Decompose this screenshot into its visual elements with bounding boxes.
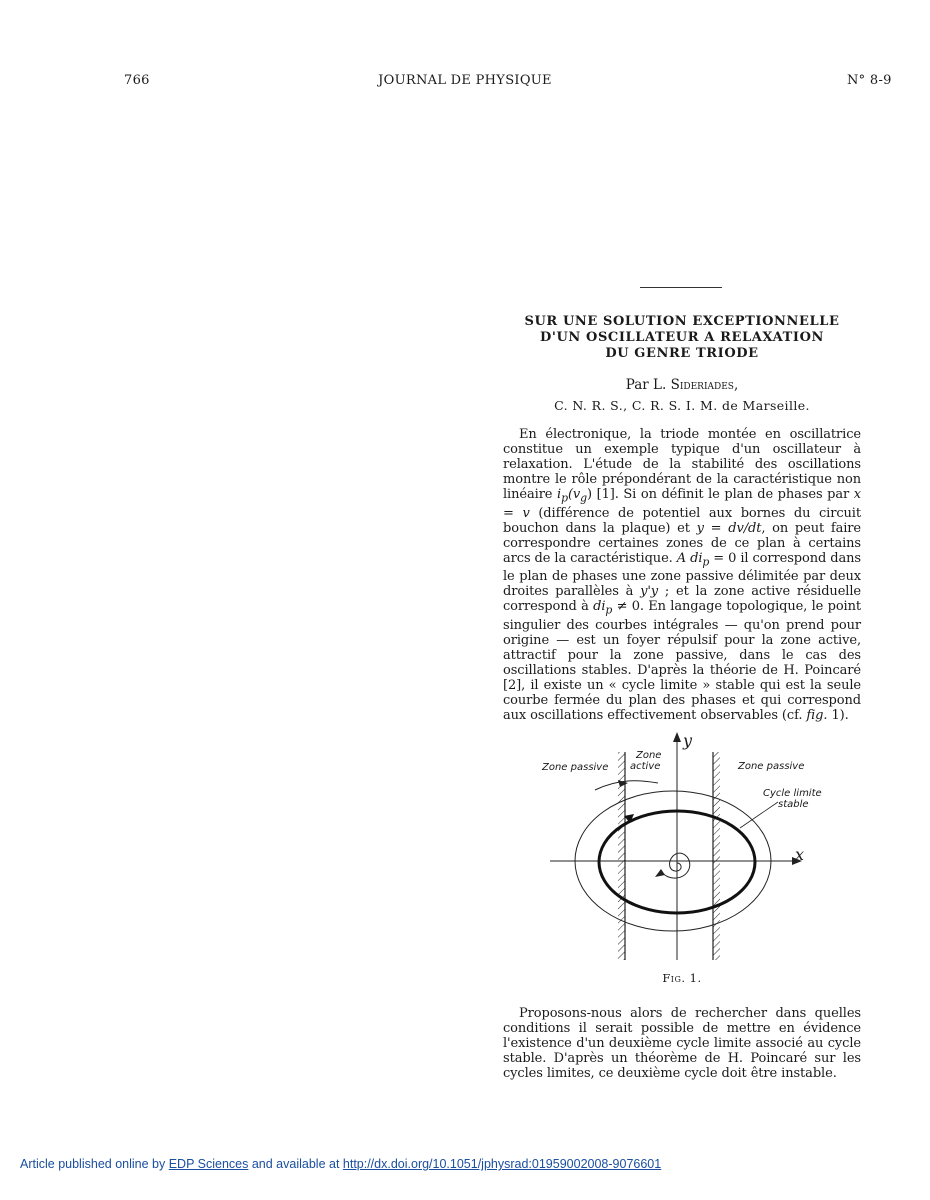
label-zone-passive-right: Zone passive — [738, 761, 805, 772]
right-zone-boundary — [713, 752, 720, 960]
edp-sciences-link[interactable]: EDP Sciences — [168, 1157, 249, 1171]
label-x-axis: x — [795, 845, 805, 864]
label-zone-active-2: active — [630, 761, 661, 772]
figure-caption: Fig. 1. — [662, 971, 702, 985]
doi-link[interactable]: http://dx.doi.org/10.1051/jphysrad:01959002008-9076601 — [342, 1157, 662, 1171]
author-prefix: Par L. — [625, 377, 671, 393]
label-zone-passive-left: Zone passive — [542, 762, 609, 773]
issue-number: N° 8-9 — [847, 73, 892, 88]
label-cycle-1: Cycle limite — [763, 788, 822, 799]
title-line-1: SUR UNE SOLUTION EXCEPTIONNELLE — [524, 314, 840, 329]
article-title — [503, 314, 861, 362]
label-zone-active-1: Zone — [636, 750, 662, 761]
page-number: 766 — [124, 73, 150, 88]
section-divider — [640, 287, 722, 288]
publication-footer: Article published online by EDP Sciences and available at http://dx.doi.org/10.1051/jphysrad:01959002008-9076601 — [20, 1157, 662, 1171]
paragraph-2: Proposons-nous alors de rechercher dans quelles conditions il serait possible de mettre en évidence l'existence d'un deuxième cycle limite associé au cycle stable. D'après un théorème de H. Poincaré sur les cycles limites, ce deuxième cycle doit être instable. — [503, 1006, 861, 1081]
affiliation: C. N. R. S., C. R. S. I. M. de Marseille. — [554, 398, 810, 413]
label-cycle-2: stable — [778, 799, 809, 810]
author-name: Sideriades, — [670, 377, 739, 393]
phase-plane-figure — [530, 728, 850, 968]
paragraph-1: En électronique, la triode montée en oscillatrice constitue un exemple typique d'un oscillateur à relaxation. L'étude de la stabilité des oscillations montre le rôle prépondérant de la caractéristique non linéaire $i_p(v_g)$ [1]. Si on définit le plan de phases par x = v (différence de potentiel aux bornes du circuit bouchon dans la plaque) et y = dv/dt, on peut faire correspondre certaines zones de ce plan à certains arcs de la caractéristique. A $di_p = 0$ il correspond dans le plan de phases une zone passive délimitée par deux droites parallèles à y'y ; et la zone active résiduelle correspond à $di_p \ne 0$. En langage topologique, le point singulier des courbes intégrales — qu'on prend pour origine — est un foyer répulsif pour la zone active, attractif pour la zone passive, dans le cas des oscillations stables. D'après la théorie de H. Poincaré [2], il existe un « cycle limite » stable qui est la seule courbe fermée du plan des phases et qui correspond aux oscillations effectivement observables (cf. fig. 1). — [503, 427, 862, 723]
author-line — [503, 377, 861, 393]
label-y-axis: y — [683, 731, 693, 750]
spiral-focus — [662, 853, 690, 878]
journal-name: JOURNAL DE PHYSIQUE — [378, 73, 552, 88]
title-line-3: DU GENRE TRIODE — [605, 346, 759, 361]
title-line-2: D'UN OSCILLATEUR A RELAXATION — [540, 330, 824, 345]
